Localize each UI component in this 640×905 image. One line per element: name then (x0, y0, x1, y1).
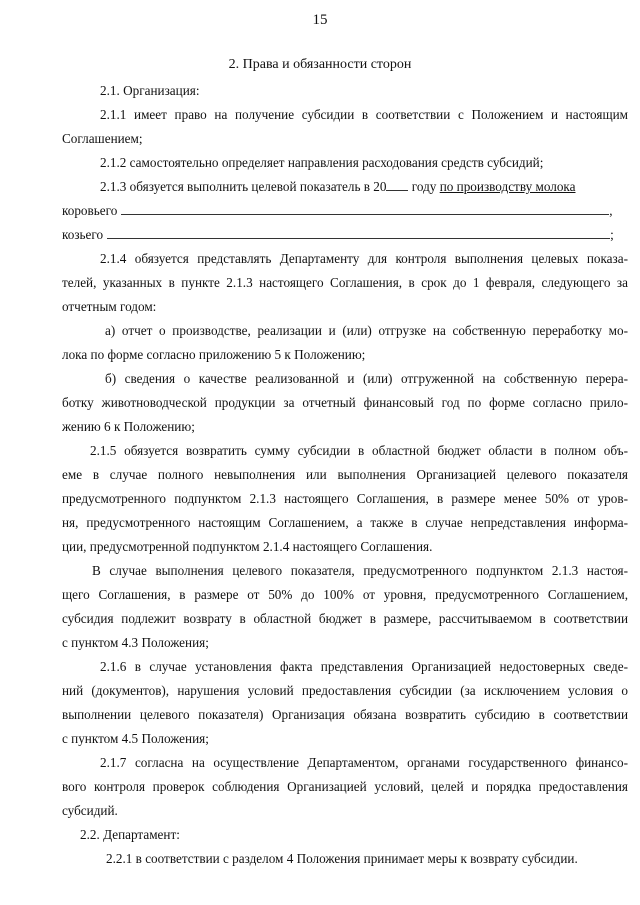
goat-milk-end: ; (610, 227, 614, 242)
clause-2-1-4-cont-1: телей, указанных в пункте 2.1.3 настоящего Соглашения, в срок до 1 февраля, следующего за (62, 275, 628, 290)
goat-milk-line (62, 227, 614, 243)
partial-return-paragraph: В случае выполнения целевого показателя, предусмотренного подпунктом 2.1.3 настоя- (92, 563, 628, 578)
clause-2-1-5-cont-3: ня, предусмотренного настоящим Соглашением, а также в случае непредставления информа- (62, 515, 628, 530)
section-heading: 2. Права и обязанности сторон (228, 57, 412, 72)
clause-2-1-6: 2.1.6 в случае установления факта представления Организацией недостоверных сведе- (100, 659, 628, 674)
year-blank (386, 179, 408, 191)
cow-milk-blank (121, 203, 609, 215)
clause-2-1-7-cont-2: субсидий. (62, 803, 118, 818)
item-b-cont-2: жению 6 к Положению; (62, 419, 195, 434)
item-a: а) отчет о производстве, реализации и (или) отгрузке на собственную переработку мо- (105, 323, 628, 338)
cow-milk-end: , (609, 203, 613, 218)
goat-milk-label: козьего (62, 227, 104, 242)
clause-2-1-1-cont: Соглашением; (62, 131, 143, 146)
item-b-cont-1: ботку животноводческой продукции за отчетный финансовый год по форме согласно прило- (62, 395, 628, 410)
clause-2-1-5-cont-2: предусмотренного подпунктом 2.1.3 настоящего Соглашения, в размере менее 50% от уров- (62, 491, 628, 506)
clause-2-1-3-text: 2.1.3 обязуется выполнить целевой показатель в 20 (100, 179, 387, 194)
clause-2-1-2: 2.1.2 самостоятельно определяет направления расходования средств субсидий; (100, 155, 544, 170)
cow-milk-label: коровьего (62, 203, 118, 218)
clause-2-1: 2.1. Организация: (100, 83, 200, 98)
clause-2-1-5: 2.1.5 обязуется возвратить сумму субсидии в областной бюджет области в полном объ- (90, 443, 628, 458)
page-number: 15 (312, 12, 328, 28)
clause-2-2-1: 2.2.1 в соответствии с разделом 4 Положения принимает меры к возврату субсидии. (106, 851, 578, 866)
clause-2-1-6-cont-1: ний (документов), нарушения условий предоставления субсидии (за исключением условия о (62, 683, 628, 698)
partial-return-cont-1: щего Соглашения, в размере от 50% до 100% от уровня, предусмотренного Соглашением, (62, 587, 628, 602)
clause-2-1-4: 2.1.4 обязуется представлять Департаменту для контроля выполнения целевых показа- (100, 251, 628, 266)
cow-milk-line (62, 203, 613, 219)
clause-2-1-1: 2.1.1 имеет право на получение субсидии в соответствии с Положением и настоящим (100, 107, 628, 122)
clause-2-1-7-cont-1: вого контроля проверок соблюдения Организацией условий, целей и порядка предоставления (62, 779, 628, 794)
goat-milk-blank (107, 227, 610, 239)
item-b: б) сведения о качестве реализованной и (или) отгруженной на собственную перера- (105, 371, 628, 386)
clause-2-1-5-cont-1: еме в случае полного невыполнения или выполнения Организацией целевого показателя (62, 467, 628, 482)
clause-2-1-3-product: по производству молока (439, 179, 576, 194)
partial-return-cont-3: с пунктом 4.3 Положения; (62, 635, 209, 650)
clause-2-1-3-year-suffix: году (408, 179, 440, 194)
clause-2-2: 2.2. Департамент: (80, 827, 180, 842)
clause-2-1-5-cont-4: ции, предусмотренной подпунктом 2.1.4 настоящего Соглашения. (62, 539, 433, 554)
item-a-cont: лока по форме согласно приложению 5 к Положению; (62, 347, 366, 362)
clause-2-1-6-cont-3: с пунктом 4.5 Положения; (62, 731, 209, 746)
partial-return-cont-2: субсидия подлежит возврату в областной бюджет в размере, рассчитываемом в соответствии (62, 611, 628, 626)
clause-2-1-4-cont-2: отчетным годом: (62, 299, 157, 314)
clause-2-1-3 (100, 179, 576, 195)
clause-2-1-6-cont-2: выполнении целевого показателя) Организация обязана возвратить субсидию в соответствии (62, 707, 628, 722)
clause-2-1-7: 2.1.7 согласна на осуществление Департаментом, органами государственного финансо- (100, 755, 628, 770)
